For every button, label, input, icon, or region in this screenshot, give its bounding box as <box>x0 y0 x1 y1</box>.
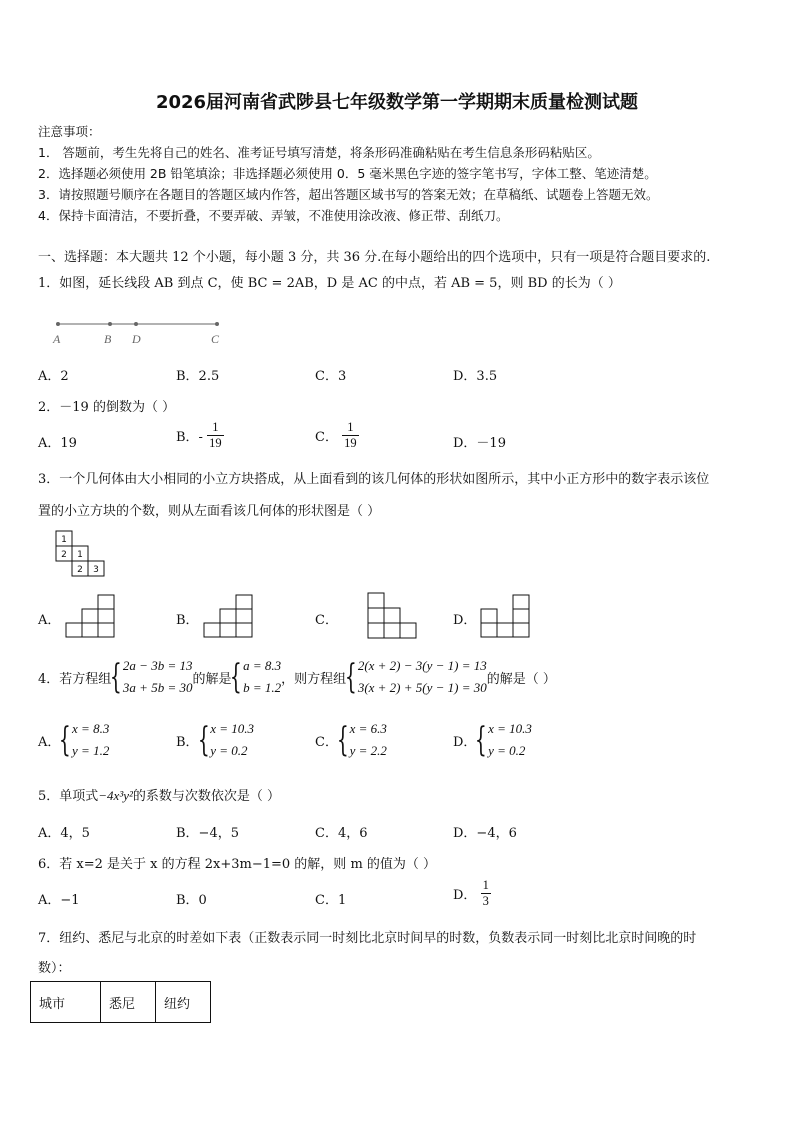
question-3-line-1: 3．一个几何体由大小相同的小立方块搭成，从上面看到的该几何体的形状如图所示，其中小正方形中的数字表示该位 <box>38 472 710 487</box>
q4-option-c[interactable] <box>315 717 387 763</box>
q1-option-c[interactable]: C．3 <box>315 369 347 384</box>
q1-line-figure <box>45 315 235 349</box>
question-1-text: 1．如图，延长线段 AB 到点 C，使 BC = 2AB，D 是 AC 的中点，若 AB = 5，则 BD 的长为（ ） <box>38 276 621 291</box>
fraction-denominator: 19 <box>209 436 222 450</box>
q5-suffix: 的系数与次数依次是（ ） <box>132 789 281 804</box>
notice-item: 1． 答题前，考生先将自己的姓名、准考证号填写清楚，将条形码准确粘贴在考生信息条形码粘贴区。 <box>38 145 600 160</box>
q2-option-c-label: C． <box>315 430 338 445</box>
fraction-numerator: 1 <box>482 878 489 892</box>
table-cell: 悉尼 <box>101 982 156 1023</box>
equation-line: 3a + 5b = 30 <box>122 680 193 695</box>
brace-icon: { <box>197 720 210 760</box>
q3-option-b-label[interactable]: B． <box>176 613 199 628</box>
q6-option-d-label: D． <box>453 888 477 903</box>
point-a-dot <box>56 322 60 326</box>
grid-number: 1 <box>61 535 67 545</box>
q5-option-b[interactable]: B．−4，5 <box>176 826 239 841</box>
q4-option-d[interactable] <box>453 717 532 763</box>
equation-line: 2a − 3b = 13 <box>122 658 193 673</box>
q3-top-view-grid <box>55 530 111 578</box>
q5-option-c[interactable]: C．4，6 <box>315 826 368 841</box>
q4-option-b[interactable] <box>176 717 254 763</box>
fraction <box>342 420 359 451</box>
q2-option-b[interactable] <box>176 420 224 451</box>
q4-prefix: 4．若方程组 <box>38 671 112 687</box>
equation-line: y = 0.2 <box>488 743 526 758</box>
equation-system <box>338 718 387 762</box>
q4-option-d-label: D． <box>453 734 477 750</box>
fraction <box>207 420 224 451</box>
q6-option-b[interactable]: B．0 <box>176 893 207 908</box>
brace-icon: { <box>59 720 72 760</box>
brace-icon: { <box>345 657 357 697</box>
q3-option-b-figure[interactable] <box>203 594 255 640</box>
q4-mid-1: 的解是 <box>192 671 232 687</box>
brace-icon: { <box>230 657 243 697</box>
brace-icon: { <box>336 720 349 760</box>
q4-option-b-label: B． <box>176 734 199 750</box>
question-2-text: 2．－19 的倒数为（ ） <box>38 400 176 415</box>
grid-number: 2 <box>77 565 83 575</box>
equation-line: x = 10.3 <box>210 721 254 736</box>
fraction-numerator: 1 <box>212 420 219 434</box>
q4-mid-2: ，则方程组 <box>281 671 347 687</box>
equation-line: 2(x + 2) − 3(y − 1) = 13 <box>357 658 487 673</box>
q2-option-a[interactable]: A．19 <box>38 436 77 451</box>
equation-line: 3(x + 2) + 5(y − 1) = 30 <box>357 680 487 695</box>
point-d-label: D <box>132 332 141 346</box>
section-heading: 一、选择题：本大题共 12 个小题，每小题 3 分，共 36 分.在每小题给出的四个选项中，只有一项是符合题目要求的. <box>38 250 711 265</box>
point-b-label: B <box>104 332 112 346</box>
q2-option-b-label: B．- <box>176 430 203 445</box>
equation-line: x = 10.3 <box>488 721 532 736</box>
equation-line: y = 0.2 <box>210 743 248 758</box>
q1-option-b[interactable]: B．2.5 <box>176 369 220 384</box>
q2-option-c[interactable] <box>315 420 359 451</box>
q3-option-c-figure[interactable] <box>367 592 419 640</box>
point-b-dot <box>108 322 112 326</box>
equation-line: a = 8.3 <box>243 658 282 673</box>
brace-icon: { <box>110 657 123 697</box>
question-7-line-2: 数）： <box>38 961 71 976</box>
point-c-label: C <box>211 332 220 346</box>
q3-option-a-label[interactable]: A． <box>38 613 61 628</box>
equation-line: y = 2.2 <box>349 743 387 758</box>
fraction-denominator: 3 <box>482 894 489 908</box>
q3-option-a-figure[interactable] <box>65 594 117 640</box>
grid-number: 1 <box>77 550 83 560</box>
question-6-text: 6．若 x=2 是关于 x 的方程 2x+3m−1=0 的解，则 m 的值为（ ） <box>38 857 437 872</box>
equation-system <box>199 718 254 762</box>
q1-option-a[interactable]: A．2 <box>38 369 69 384</box>
notice-item: 2．选择题必须使用 2B 铅笔填涂；非选择题必须使用 0．5 毫米黑色字迹的签字笔书写，字体工整、笔迹清楚。 <box>38 166 657 181</box>
point-d-dot <box>134 322 138 326</box>
q5-prefix: 5．单项式 <box>38 789 99 804</box>
notice-item: 4．保持卡面清洁，不要折叠，不要弄破、弄皱，不准使用涂改液、修正带、刮纸刀。 <box>38 208 509 223</box>
point-c-dot <box>215 322 219 326</box>
equation-system <box>60 718 109 762</box>
q4-option-a-label: A． <box>38 734 61 750</box>
q4-option-a[interactable] <box>38 717 109 763</box>
equation-system <box>476 718 531 762</box>
equation-system <box>346 655 487 699</box>
grid-number: 2 <box>61 550 67 560</box>
table-row <box>31 982 211 1023</box>
q3-option-d-figure[interactable] <box>480 594 532 640</box>
equation-line: x = 6.3 <box>349 721 387 736</box>
table-cell: 纽约 <box>156 982 211 1023</box>
notice-heading: 注意事项： <box>38 124 101 139</box>
equation-line: y = 1.2 <box>72 743 110 758</box>
q6-option-a[interactable]: A．−1 <box>38 893 80 908</box>
time-difference-table <box>30 981 211 1023</box>
q3-option-c-label[interactable]: C． <box>315 613 338 628</box>
point-a-label: A <box>53 332 61 346</box>
q4-option-c-label: C． <box>315 734 338 750</box>
equation-system <box>111 655 192 699</box>
page-title: 2026届河南省武陟县七年级数学第一学期期末质量检测试题 <box>155 92 639 113</box>
notice-item: 3．请按照题号顺序在各题目的答题区域内作答，超出答题区域书写的答案无效；在草稿纸、试题卷上答题无效。 <box>38 187 659 202</box>
equation-line: x = 8.3 <box>72 721 110 736</box>
q6-option-d[interactable] <box>453 878 491 909</box>
q4-suffix: 的解是（ ） <box>486 671 556 687</box>
q3-option-d-label[interactable]: D． <box>453 613 477 628</box>
q5-option-a[interactable]: A．4，5 <box>38 826 90 841</box>
q5-option-d[interactable]: D．−4，6 <box>453 826 517 841</box>
grid-number: 3 <box>93 565 99 575</box>
question-3-line-2: 置的小立方块的个数，则从左面看该几何体的形状图是（ ） <box>38 504 381 519</box>
question-4-text <box>38 654 556 700</box>
equation-line: b = 1.2 <box>243 680 282 695</box>
q5-monomial: −4x³y² <box>98 788 133 803</box>
brace-icon: { <box>475 720 488 760</box>
q2-option-d[interactable]: D．－19 <box>453 436 506 451</box>
fraction <box>481 878 491 909</box>
fraction-numerator: 1 <box>347 420 354 434</box>
equation-system <box>231 655 281 699</box>
fraction-denominator: 19 <box>344 436 357 450</box>
question-5-text <box>38 785 280 804</box>
table-cell: 城市 <box>31 982 101 1023</box>
question-7-line-1: 7．纽约、悉尼与北京的时差如下表（正数表示同一时刻比北京时间早的时数，负数表示同一时刻比北京时间晚的时 <box>38 931 697 946</box>
q1-option-d[interactable]: D．3.5 <box>453 369 498 384</box>
q6-option-c[interactable]: C．1 <box>315 893 347 908</box>
